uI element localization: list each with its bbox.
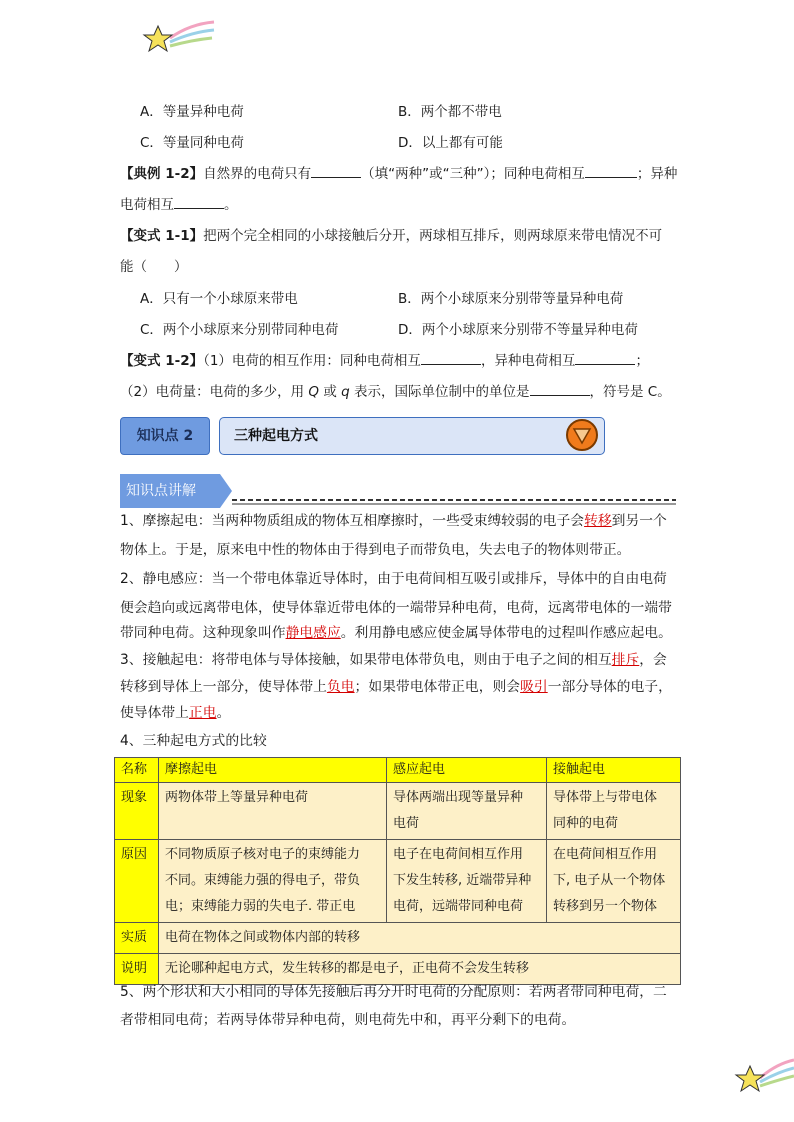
table-cell	[547, 840, 681, 923]
variant-tag: 【变式 1-2】	[120, 353, 204, 369]
variant-1-1-line2: 能（ ）	[120, 259, 188, 275]
variant-option-a: A．只有一个小球原来带电	[140, 291, 298, 307]
cell-line: 电荷	[393, 816, 420, 831]
cell-line: 电子在电荷间相互作用	[393, 847, 524, 862]
row-label: 现象	[115, 783, 159, 840]
para-2-line1: 2、静电感应：当一个带电体靠近导体时，由于电荷间相互吸引或排斥，导体中的自由电荷	[120, 571, 667, 587]
variant-1-2-line2	[120, 382, 671, 402]
table-header: 接触起电	[547, 758, 681, 783]
cell-line: 电；束缚能力弱的失电子. 带正电	[165, 899, 356, 914]
highlight-term: 转移	[584, 513, 612, 529]
option-b: B．两个都不带电	[398, 104, 502, 120]
explain-tab-label: 知识点讲解	[126, 483, 196, 499]
table-cell	[159, 840, 387, 923]
variant-text: ，符号是 C。	[589, 384, 671, 400]
example-1-2-line2	[120, 195, 238, 215]
example-text: ；异种	[636, 166, 678, 182]
answer-blank[interactable]	[421, 351, 481, 365]
option-d: D．以上都有可能	[398, 135, 503, 151]
table-cell	[387, 783, 547, 840]
cell-line: 电荷，远端带同种电荷	[393, 899, 524, 914]
example-text: （填“两种”或“三种”）；同种电荷相互	[361, 166, 585, 182]
para-1-line2: 物体上。于是，原来电中性的物体由于得到电子而带负电，失去电子的物体则带正。	[120, 542, 631, 558]
para-text: 3、接触起电：将带电体与导体接触，如果带电体带负电，则由于电子之间的相互	[120, 652, 612, 668]
variant-text: （1）电荷的相互作用：同种电荷相互	[203, 353, 421, 369]
shooting-star-icon-top	[140, 18, 216, 58]
table-header-row	[115, 758, 681, 783]
table-cell: 两物体带上等量异种电荷	[159, 783, 387, 840]
variant-text: 表示，国际单位制中的单位是	[349, 384, 530, 400]
variant-option-b: B．两个小球原来分别带等量异种电荷	[398, 291, 624, 307]
para-5-line2: 者带相同电荷；若两导体带异种电荷，则电荷先中和，再平分剩下的电荷。	[120, 1012, 576, 1028]
knowledge-title: 三种起电方式	[219, 417, 605, 455]
variant-option-c: C．两个小球原来分别带同种电荷	[140, 322, 339, 338]
para-text: 使导体带上	[120, 705, 189, 721]
cell-line: 不同。束缚能力强的得电子，带负	[165, 873, 361, 888]
variant-option-d: D．两个小球原来分别带不等量异种电荷	[398, 322, 638, 338]
answer-blank[interactable]	[311, 164, 361, 178]
variant-1-1-line1	[120, 226, 662, 246]
variant-1-2-line1	[120, 351, 649, 371]
para-3-line2	[120, 677, 672, 697]
para-text: 转移到导体上一部分，使导体带上	[120, 679, 327, 695]
table-header: 摩擦起电	[159, 758, 387, 783]
table-row	[115, 954, 681, 985]
para-text: ；如果带电体带正电，则会	[354, 679, 521, 695]
cell-line: 导体两端出现等量异种	[393, 790, 524, 805]
example-text: 。	[224, 197, 238, 213]
variant-text: ；	[635, 353, 649, 369]
variant-text: （2）电荷量：电荷的多少，用	[120, 384, 309, 400]
expand-triangle-icon[interactable]	[566, 419, 598, 451]
table-row	[115, 783, 681, 840]
answer-blank[interactable]	[174, 195, 224, 209]
table-cell: 电荷在物体之间或物体内部的转移	[159, 923, 681, 954]
para-text: 。	[216, 705, 231, 721]
highlight-term: 排斥	[611, 652, 640, 668]
cell-line: 下发生转移, 近端带异种	[393, 873, 532, 888]
cell-line: 下, 电子从一个物体	[553, 873, 666, 888]
answer-blank[interactable]	[530, 382, 590, 396]
knowledge-badge: 知识点 2	[120, 417, 210, 455]
para-text: 带同种电荷。这种现象叫作	[120, 625, 286, 641]
para-2-line3	[120, 623, 672, 643]
table-cell: 无论哪种起电方式，发生转移的都是电子，正电荷不会发生转移	[159, 954, 681, 985]
row-label: 实质	[115, 923, 159, 954]
table-cell	[547, 783, 681, 840]
para-2-line2: 便会趋向或远离带电体，使导体靠近带电体的一端带异种电荷，电荷，远离带电体的一端带	[120, 600, 672, 616]
para-5-line1: 5、两个形状和大小相同的导体先接触后再分开时电荷的分配原则：若两者带同种电荷，二	[120, 984, 667, 1000]
answer-blank[interactable]	[575, 351, 635, 365]
variant-text: 或	[319, 384, 342, 400]
variant-text: ，异种电荷相互	[480, 353, 576, 369]
highlight-term: 正电	[188, 705, 217, 721]
cell-line: 导体带上与带电体	[553, 790, 658, 805]
explain-tab-shape	[120, 474, 676, 508]
example-tag: 【典例 1-2】	[120, 166, 204, 182]
para-text: 1、摩擦起电：当两种物质组成的物体互相摩擦时，一些受束缚较弱的电子会	[120, 513, 585, 529]
symbol-q-upper: Q	[308, 384, 320, 400]
para-text: 。利用静电感应使金属导体带电的过程叫作感应起电。	[340, 625, 672, 641]
table-header: 感应起电	[387, 758, 547, 783]
para-text: ，会	[639, 652, 667, 668]
shooting-star-icon-bottom	[734, 1056, 794, 1096]
row-label: 说明	[115, 954, 159, 985]
para-3-line3	[120, 703, 230, 723]
table-row	[115, 840, 681, 923]
comparison-table	[114, 757, 681, 985]
example-text: 电荷相互	[120, 197, 174, 213]
variant-text: 把两个完全相同的小球接触后分开，两球相互排斥，则两球原来带电情况不可	[203, 228, 663, 244]
answer-blank[interactable]	[585, 164, 637, 178]
example-1-2-line1	[120, 164, 677, 184]
option-c: C．等量同种电荷	[140, 135, 244, 151]
cell-line: 转移到另一个物体	[553, 899, 658, 914]
cell-line: 在电荷间相互作用	[553, 847, 658, 862]
table-header: 名称	[115, 758, 159, 783]
para-text: 一部分导体的电子，	[547, 679, 672, 695]
highlight-term: 静电感应	[285, 625, 341, 641]
para-4-title: 4、三种起电方式的比较	[120, 733, 267, 749]
cell-line: 不同物质原子核对电子的束缚能力	[165, 847, 361, 862]
option-a: A．等量异种电荷	[140, 104, 244, 120]
row-label: 原因	[115, 840, 159, 923]
para-3-line1	[120, 650, 667, 670]
table-row	[115, 923, 681, 954]
symbol-q-lower: q	[341, 384, 350, 400]
cell-line: 同种的电荷	[553, 816, 619, 831]
highlight-term: 负电	[326, 679, 355, 695]
para-text: 到另一个	[611, 513, 667, 529]
variant-tag: 【变式 1-1】	[120, 228, 204, 244]
example-text: 自然界的电荷只有	[203, 166, 312, 182]
table-cell	[387, 840, 547, 923]
para-1-line1	[120, 511, 667, 531]
highlight-term: 吸引	[520, 679, 548, 695]
